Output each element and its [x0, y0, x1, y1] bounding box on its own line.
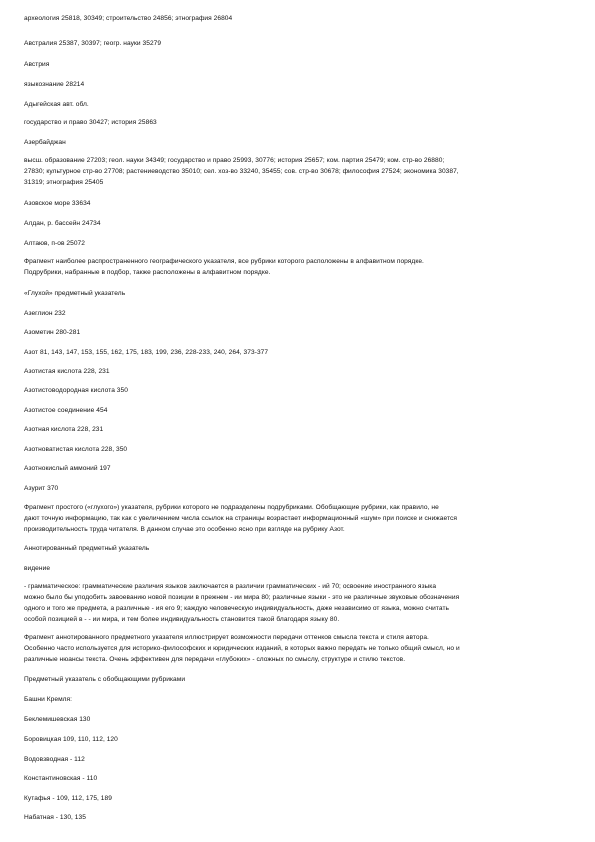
index-subentry-line: 27830; культурное стр-во 27708; растениеводство 35010; сел. хоз-во 33240, 35455; сов. стр-во 30678; философия 27524; экономика 30387, [24, 168, 459, 175]
annotation-text: можно было бы уподобить завоеванию новой позиции в прежнем - ии мира 80; различные языки - это не различные звуковые обозначения [24, 594, 460, 601]
index-entry: Азот 81, 143, 147, 153, 155, 162, 175, 183, 199, 236, 228-233, 240, 264, 373-377 [24, 349, 269, 356]
index-entry: Азометин 280-281 [24, 329, 81, 336]
index-entry: Азотистое соединение 454 [24, 407, 108, 414]
index-entry: Набатная - 130, 135 [24, 814, 86, 821]
index-heading-austria: Австрия [24, 61, 50, 68]
index-entry: Азотная кислота 228, 231 [24, 426, 104, 433]
caption-text: производительность труда читателя. В данном случае это особенно ясно при взгляде на рубрику Азот. [24, 526, 345, 533]
index-subentry: языкознание 28214 [24, 81, 85, 88]
index-subentry-line: высш. образование 27203; геол. науки 34349; государство и право 25993, 30776; история 25657; ком. партия 25479; ком. стр-во 26880; [24, 157, 445, 164]
index-heading-azerbaijan: Азербайджан [24, 139, 66, 146]
index-entry-azov-sea: Азовское море 33634 [24, 200, 91, 207]
index-entry-altayuv: Алтаюв, п-ов 25072 [24, 240, 85, 247]
index-entry: Азотистоводородная кислота 350 [24, 387, 128, 394]
caption-text: Фрагмент аннотированного предметного указателя иллюстрирует возможности передачи оттенков смысла текста и стиля автора. [24, 634, 429, 641]
index-entry-aldan: Алдан, р. бассейн 24734 [24, 220, 101, 227]
index-entry: Боровицкая 109, 110, 112, 120 [24, 736, 118, 743]
index-subentry: государство и право 30427; история 25863 [24, 119, 157, 126]
index-heading: Башни Кремля: [24, 696, 73, 703]
index-entry: Азотистая кислота 228, 231 [24, 368, 110, 375]
index-entry: Кутафья - 109, 112, 175, 189 [24, 795, 112, 802]
caption-text: Фрагмент простого («глухого») указателя, рубрики которого не подразделены подрубриками. Обобщающие рубрики, как правило, не [24, 504, 439, 511]
index-entry: Азотнокислый аммоний 197 [24, 465, 111, 472]
index-entry-australia: Австралия 25387, 30397; геогр. науки 35279 [24, 40, 162, 47]
annotation-text: - грамматическое: грамматические различия языков заключается в различии грамматических - ий 70; освоение иностранного языка [24, 583, 437, 590]
caption-text: дают точную информацию, так как с увеличением числа ссылок на страницы возрастает информационный «шум» при поиске и снижается [24, 515, 457, 522]
section-heading: «Глухой» предметный указатель [24, 290, 126, 297]
annotation-text: одного и того же предмета, а различные - ия его 9; каждую человеческую индивидуальность, даже независимо от языка, можно считать [24, 605, 450, 612]
index-entry: Водовзводная - 112 [24, 756, 85, 763]
section-heading: Предметный указатель с обобщающими рубриками [24, 676, 186, 683]
index-entry: Азотноватистая кислота 228, 350 [24, 446, 128, 453]
index-subentry-line: 31319; этнография 25405 [24, 179, 104, 186]
annotation-text: особой позицией в - - ии мира, и тем более индивидуальность становится такой благодаря языку 80. [24, 616, 340, 623]
caption-text: различные нюансы текста. Очень эффективен для передачи «глубоких» - сложных по смыслу, структуре и стилю текстов. [24, 656, 406, 663]
caption-text: Подрубрики, набранные в подбор, также расположены в алфавитном порядке. [24, 269, 271, 276]
index-entry: Азеглион 232 [24, 310, 66, 317]
index-entry-archaeology: археология 25818, 30349; строительство 24856; этнография 26804 [24, 15, 233, 22]
index-entry: видение [24, 565, 51, 572]
index-entry: Беклемишевская 130 [24, 716, 91, 723]
index-entry: Азурит 370 [24, 485, 59, 492]
section-heading: Аннотированный предметный указатель [24, 545, 150, 552]
caption-text: Особенно часто используется для историко-философских и юридических изданий, в которых важно передать не только общий смысл, но и [24, 645, 460, 652]
index-heading-adygeya: Адыгейская авт. обл. [24, 101, 89, 108]
caption-text: Фрагмент наиболее распространенного географического указателя, все рубрики которого расположены в алфавитном порядке. [24, 258, 424, 265]
index-entry: Константиновская - 110 [24, 775, 98, 782]
